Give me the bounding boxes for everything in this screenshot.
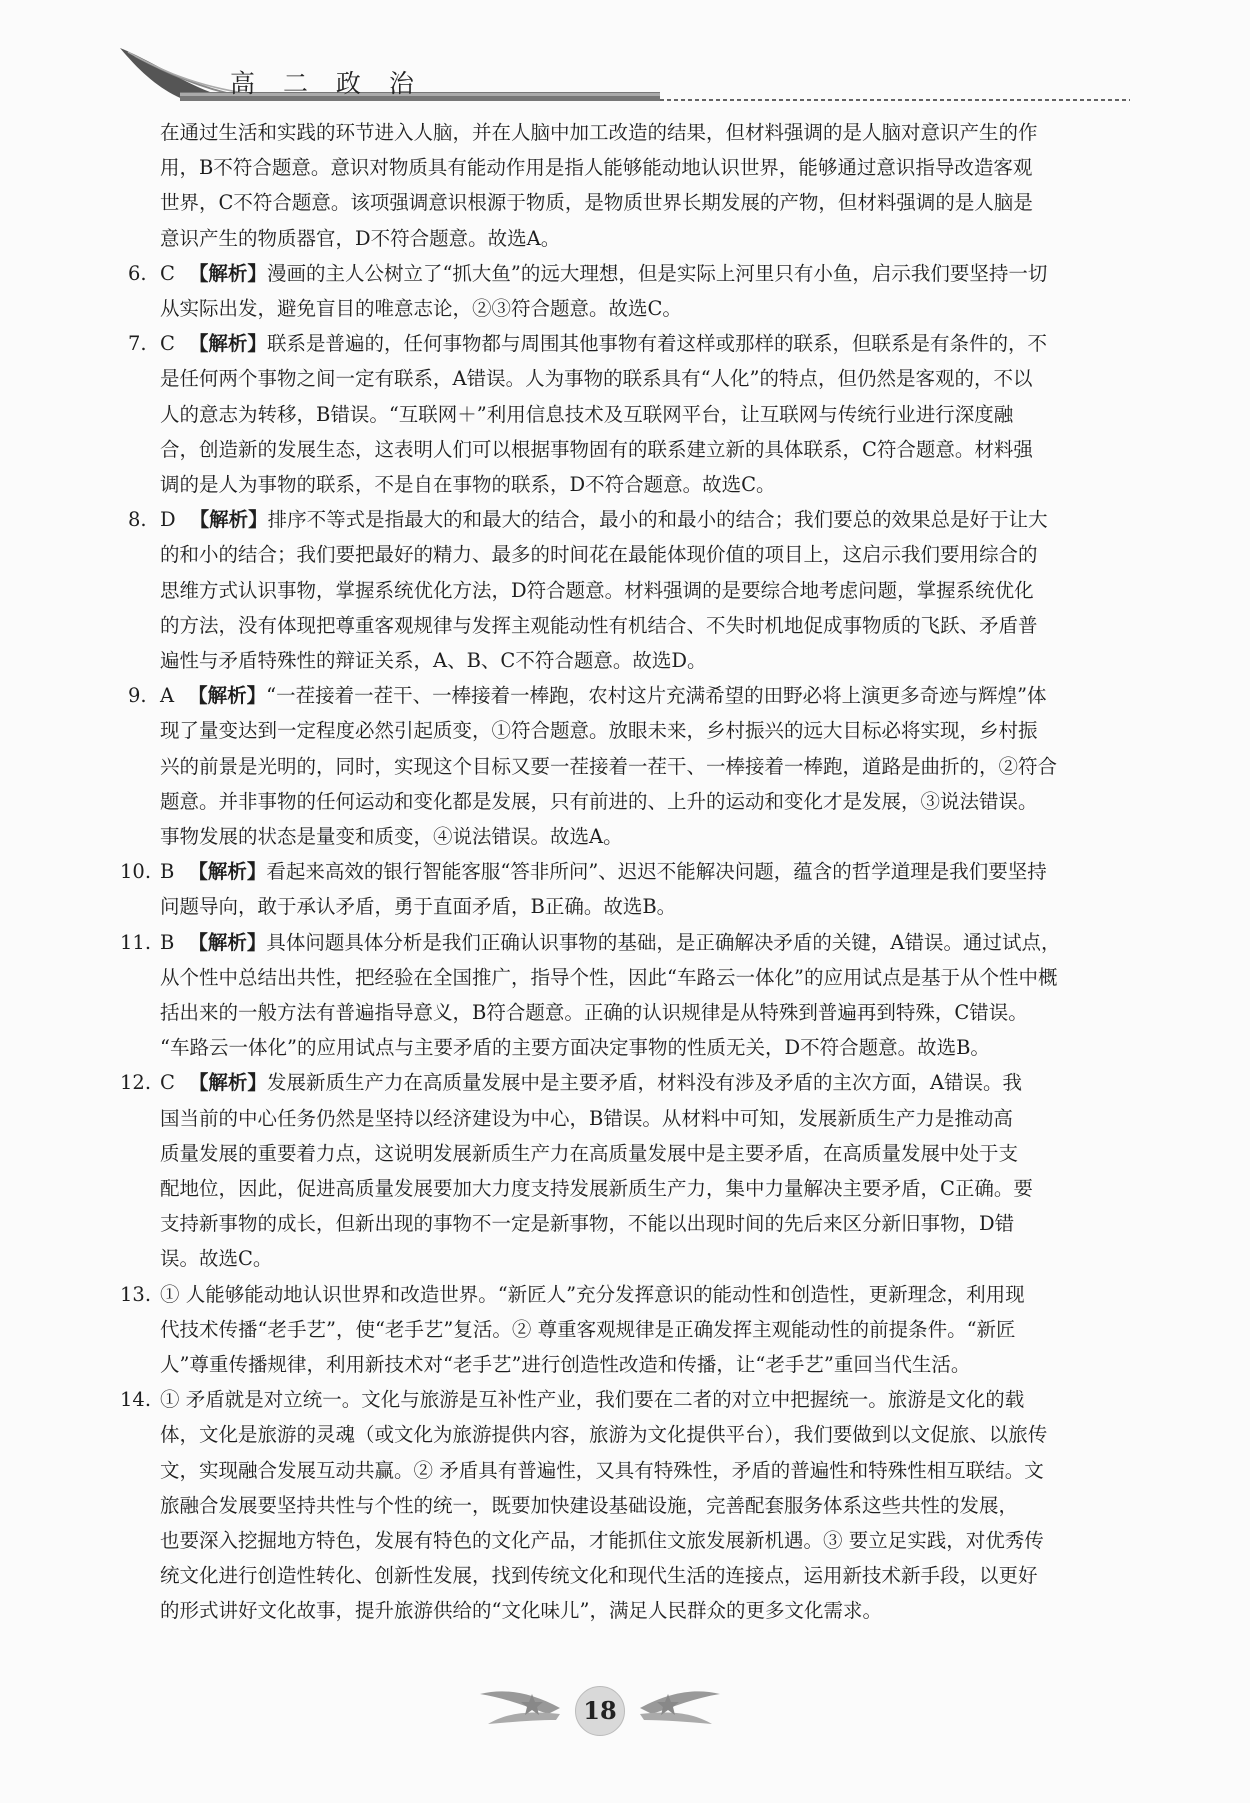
question-number: 9. [128, 684, 147, 708]
text-line [160, 542, 1038, 568]
page-footer [0, 1680, 1250, 1750]
line-text: 世界，C不符合题意。该项强调意识根源于物质，是物质世界长期发展的产物，但材料强调的是人脑是 [160, 191, 1033, 215]
line-text: 代技术传播“老手艺”，使“老手艺”复活。② 尊重客观规律是正确发挥主观能动性的前提条件。“新匠 [160, 1317, 1016, 1341]
line-text: 支持新事物的成长，但新出现的事物不一定是新事物，不能以出现时间的先后来区分新旧事物，D错 [160, 1212, 1015, 1236]
line-text: 合，创造新的发展生态，这表明人们可以根据事物固有的联系建立新的具体联系，C符合题意。材料强 [160, 437, 1033, 461]
line-text: 人的意志为转移，B错误。“互联网＋”利用信息技术及互联网平台，让互联网与传统行业进行深度融 [160, 402, 1014, 426]
line-text: 题意。并非事物的任何运动和变化都是发展，只有前进的、上升的运动和变化才是发展，③说法错误。 [160, 789, 1038, 813]
question-number: 12. [120, 1071, 152, 1095]
line-text: 统文化进行创造性转化、创新性发展，找到传统文化和现代生活的连接点，运用新技术新手段，以更好 [160, 1564, 1038, 1588]
text-line [160, 1422, 1047, 1448]
text-line [160, 1211, 1014, 1237]
text-line [160, 648, 706, 674]
line-text: 的和小的结合；我们要把最好的精力、最多的时间花在最能体现价值的项目上，这启示我们要用综合的 [160, 543, 1038, 567]
line-text: 思维方式认识事物，掌握系统优化方法，D符合题意。材料强调的是要综合地考虑问题，掌握系统优化 [160, 578, 1034, 602]
line-text: 漫画的主人公树立了“抓大鱼”的远大理想，但是实际上河里只有小鱼，启示我们要坚持一切 [266, 261, 1048, 285]
line-text: 人”尊重传播规律，利用新技术对“老手艺”进行创造性改造和传播，让“老手艺”重回当代生活。 [160, 1353, 971, 1376]
analysis-tag: 【解析】 [189, 508, 268, 532]
question-number: 14. [120, 1388, 152, 1412]
text-line [160, 1387, 1024, 1413]
text-line [160, 1282, 1025, 1308]
answer-letter: C [160, 332, 175, 356]
text-line [160, 1176, 1033, 1202]
answer-letter: D [160, 508, 176, 532]
text-line [160, 578, 1034, 604]
line-text: 在通过生活和实践的环节进入人脑，并在人脑中加工改造的结果，但材料强调的是人脑对意识产生的作 [160, 121, 1038, 144]
text-line [160, 1246, 272, 1272]
text-line [160, 331, 1047, 357]
line-text: 排序不等式是指最大的和最大的结合，最小的和最小的结合；我们要总的效果总是好于让大 [267, 508, 1048, 532]
line-text: 具体问题具体分析是我们正确认识事物的基础，是正确解决矛盾的关键，A错误。通过试点， [266, 930, 1061, 954]
line-text: 国当前的中心任务仍然是坚持以经济建设为中心，B错误。从材料中可知，发展新质生产力是推动高 [160, 1106, 1013, 1130]
text-line [160, 366, 1033, 392]
text-line [160, 296, 682, 322]
line-text: “车路云一体化”的应用试点与主要矛盾的主要方面决定事物的性质无关，D不符合题意。故选B。 [160, 1036, 990, 1060]
text-line [160, 613, 1038, 639]
header-swoosh-decoration [0, 0, 1250, 120]
line-text: 从实际出发，避免盲目的唯意志论，②③符合题意。故选C。 [160, 297, 682, 320]
text-line [160, 1528, 1044, 1554]
line-text: 用，B不符合题意。意识对物质具有能动作用是指人能够能动地认识世界，能够通过意识指导改造客观 [160, 156, 1033, 180]
text-line [160, 754, 1057, 780]
analysis-tag: 【解析】 [188, 261, 267, 285]
text-line [160, 1563, 1038, 1589]
line-text: ① 人能够能动地认识世界和改造世界。“新匠人”充分发挥意识的能动性和创造性，更新理念，利用现 [160, 1282, 1025, 1306]
analysis-tag: 【解析】 [188, 684, 267, 708]
text-line [160, 226, 560, 252]
text-line [160, 1598, 882, 1624]
text-line [160, 155, 1032, 181]
text-line [160, 1141, 1018, 1167]
text-line [160, 190, 1033, 216]
text-line [160, 789, 1038, 815]
question-number: 11. [120, 930, 152, 954]
question-number: 13. [120, 1282, 152, 1306]
line-text: 现了量变达到一定程度必然引起质变，①符合题意。放眼未来，乡村振兴的远大目标必将实现，乡村振 [160, 719, 1038, 743]
answer-letter: B [160, 860, 175, 884]
line-text: 文，实现融合发展互动共赢。② 矛盾具有普遍性，又具有特殊性，矛盾的普遍性和特殊性相互联结。文 [160, 1458, 1044, 1482]
page-number: 18 [575, 1686, 625, 1736]
line-text: 发展新质生产力在高质量发展中是主要矛盾，材料没有涉及矛盾的主次方面，A错误。我 [266, 1071, 1023, 1095]
line-text: 括出来的一般方法有普遍指导意义，B符合题意。正确的认识规律是从特殊到普遍再到特殊，C错误。 [160, 1001, 1028, 1024]
question-number: 7. [128, 332, 147, 356]
text-line [160, 1106, 1013, 1132]
answer-letter: A [160, 684, 175, 708]
text-line [160, 472, 776, 498]
line-text: 联系是普遍的，任何事物都与周围其他事物有着这样或那样的联系，但联系是有条件的，不 [266, 332, 1047, 356]
text-line [160, 859, 1047, 885]
footer-ornament [0, 1680, 1250, 1750]
text-line [160, 1352, 970, 1378]
text-line [160, 1458, 1044, 1484]
text-line [160, 683, 1047, 709]
line-text: 意识产生的物质器官，D不符合题意。故选A。 [160, 226, 561, 250]
text-line [160, 1493, 1018, 1519]
text-line [160, 402, 1013, 428]
line-text: 误。故选C。 [160, 1247, 273, 1271]
analysis-tag: 【解析】 [188, 930, 267, 954]
analysis-tag: 【解析】 [188, 1071, 267, 1095]
line-text: 调的是人为事物的联系，不是自在事物的联系，D不符合题意。故选C。 [160, 473, 776, 496]
text-line [160, 507, 1048, 533]
line-text: “一茬接着一茬干、一棒接着一棒跑，农村这片充满希望的田野必将上演更多奇迹与辉煌”体 [266, 684, 1047, 708]
text-line [160, 824, 623, 850]
text-line [160, 261, 1047, 287]
answer-letter: C [160, 261, 175, 285]
line-text: 质量发展的重要着力点，这说明发展新质生产力在高质量发展中是主要矛盾，在高质量发展中处于支 [160, 1141, 1019, 1165]
line-text: 遍性与矛盾特殊性的辩证关系，A、B、C不符合题意。故选D。 [160, 649, 707, 672]
line-text: 看起来高效的银行智能客服“答非所问”、迟迟不能解决问题，蕴含的哲学道理是我们要坚持 [266, 860, 1047, 884]
line-text: 事物发展的状态是量变和质变，④说法错误。故选A。 [160, 825, 623, 848]
text-line [160, 718, 1038, 744]
text-line [160, 930, 1060, 956]
text-line [160, 894, 676, 920]
text-line [160, 965, 1057, 991]
line-text: 是任何两个事物之间一定有联系，A错误。人为事物的联系具有“人化”的特点，但仍然是客观的，不以 [160, 367, 1033, 391]
text-line [160, 1317, 1016, 1343]
page-header [0, 0, 1250, 120]
line-text: 问题导向，敢于承认矛盾，勇于直面矛盾，B正确。故选B。 [160, 895, 677, 919]
line-text: 体，文化是旅游的灵魂（或文化为旅游提供内容，旅游为文化提供平台），我们要做到以文促旅、以旅传 [160, 1423, 1048, 1447]
line-text: 从个性中总结出共性，把经验在全国推广，指导个性，因此“车路云一体化”的应用试点是基于从个性中概 [160, 965, 1058, 989]
question-number: 10. [120, 860, 152, 884]
question-number: 8. [128, 508, 147, 532]
line-text: ① 矛盾就是对立统一。文化与旅游是互补性产业，我们要在二者的对立中把握统一。旅游是文化的载 [160, 1388, 1025, 1412]
text-line [160, 1035, 990, 1061]
text-line [160, 437, 1033, 463]
line-text: 兴的前景是光明的，同时，实现这个目标又要一茬接着一茬干、一棒接着一棒跑，道路是曲折的，②符合 [160, 754, 1058, 778]
answer-letter: C [160, 1071, 175, 1095]
analysis-tag: 【解析】 [188, 860, 267, 884]
line-text: 配地位，因此，促进高质量发展要加大力度支持发展新质生产力，集中力量解决主要矛盾，C正确。要 [160, 1177, 1033, 1200]
answer-letter: B [160, 930, 175, 954]
line-text: 也要深入挖掘地方特色，发展有特色的文化产品，才能抓住文旅发展新机遇。③ 要立足实践，对优秀传 [160, 1529, 1044, 1552]
analysis-tag: 【解析】 [188, 332, 267, 356]
header-title: 高 二 政 治 [230, 69, 424, 98]
question-number: 6. [128, 261, 147, 285]
line-text: 旅融合发展要坚持共性与个性的统一，既要加快建设基础设施，完善配套服务体系这些共性的发展， [160, 1493, 1019, 1517]
line-text: 的方法，没有体现把尊重客观规律与发挥主观能动性有机结合、不失时机地促成事物质的飞跃、矛盾普 [160, 613, 1038, 637]
line-text: 的形式讲好文化故事，提升旅游供给的“文化味儿”，满足人民群众的更多文化需求。 [160, 1599, 882, 1623]
text-line [160, 120, 1038, 146]
text-line [160, 1000, 1028, 1026]
text-line [160, 1070, 1022, 1096]
